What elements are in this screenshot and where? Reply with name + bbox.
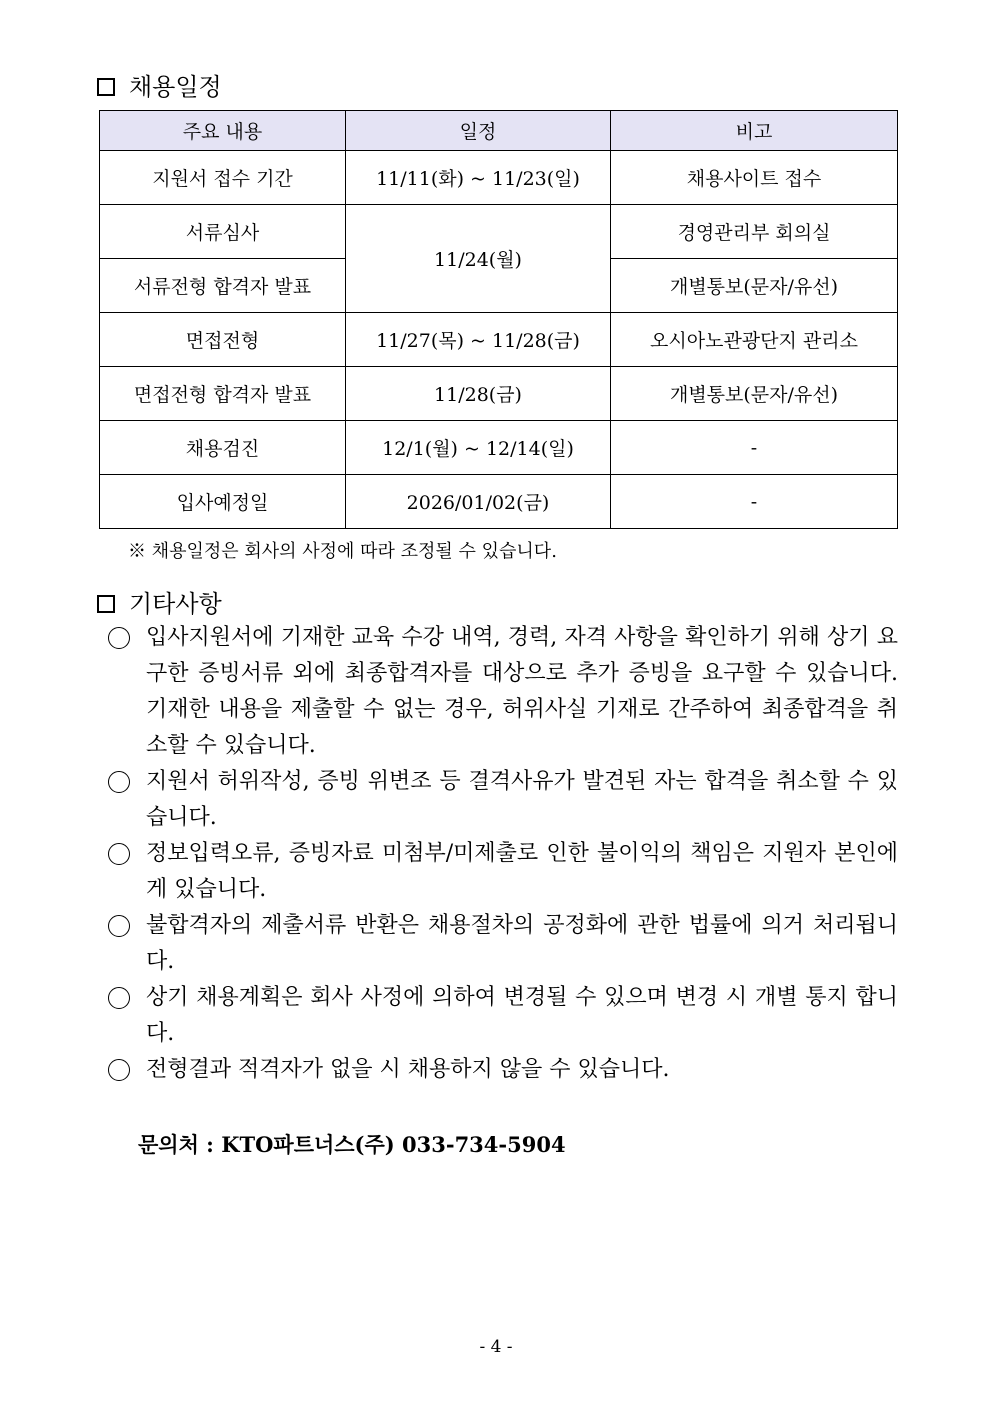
- table-row: [100, 151, 898, 205]
- row-item: 면접전형: [100, 313, 346, 367]
- list-item-text: 정보입력오류, 증빙자료 미첨부/미제출로 인한 불이익의 책임은 지원자 본인에게 있습니다.: [146, 841, 898, 902]
- list-item-text: 상기 채용계획은 회사 사정에 의하여 변경될 수 있으며 변경 시 개별 통지 합니다.: [146, 985, 898, 1046]
- row-item: 면접전형 합격자 발표: [100, 367, 346, 421]
- list-item: [100, 980, 898, 1052]
- table-row: [100, 421, 898, 475]
- row-note: 채용사이트 접수: [611, 151, 898, 205]
- list-item: [100, 908, 898, 980]
- schedule-heading-text: 채용일정: [129, 73, 222, 101]
- list-item: [100, 1052, 898, 1088]
- list-item-text: 입사지원서에 기재한 교육 수강 내역, 경력, 자격 사항을 확인하기 위해 상기 요구한 증빙서류 외에 최종합격자를 대상으로 추가 증빙을 요구할 수 있습니다. 기재한 내용을 제출할 수 없는 경우, 허위사실 기재로 간주하여 최종합격을 취소할 수 있습니다.: [146, 625, 898, 758]
- list-item: [100, 620, 898, 764]
- row-note: 개별통보(문자/유선): [611, 259, 898, 313]
- circle-bullet-icon: [108, 771, 130, 793]
- circle-bullet-icon: [108, 915, 130, 937]
- other-heading-text: 기타사항: [129, 590, 222, 618]
- row-note: 경영관리부 회의실: [611, 205, 898, 259]
- row-date: 12/1(월) ~ 12/14(일): [346, 421, 611, 475]
- circle-bullet-icon: [108, 627, 130, 649]
- table-header-row: [100, 111, 898, 151]
- row-note: -: [611, 421, 898, 475]
- square-bullet-icon: [97, 78, 115, 96]
- square-bullet-icon: [97, 595, 115, 613]
- row-item: 서류전형 합격자 발표: [100, 259, 346, 313]
- row-date: 11/28(금): [346, 367, 611, 421]
- row-item: 지원서 접수 기간: [100, 151, 346, 205]
- list-item: [100, 836, 898, 908]
- schedule-heading: [97, 72, 222, 102]
- table-row: [100, 313, 898, 367]
- row-item: 채용검진: [100, 421, 346, 475]
- list-item-text: 지원서 허위작성, 증빙 위변조 등 결격사유가 발견된 자는 합격을 취소할 수 있습니다.: [146, 769, 898, 830]
- circle-bullet-icon: [108, 843, 130, 865]
- schedule-table: [99, 110, 898, 529]
- row-note: -: [611, 475, 898, 529]
- column-header-item: 주요 내용: [100, 111, 346, 151]
- row-date: 11/11(화) ~ 11/23(일): [346, 151, 611, 205]
- row-date: 11/27(목) ~ 11/28(금): [346, 313, 611, 367]
- list-item-text: 불합격자의 제출서류 반환은 채용절차의 공정화에 관한 법률에 의거 처리됩니다.: [146, 913, 898, 974]
- schedule-footnote: ※ 채용일정은 회사의 사정에 따라 조정될 수 있습니다.: [128, 541, 557, 562]
- row-item: 서류심사: [100, 205, 346, 259]
- list-item: [100, 764, 898, 836]
- contact-info: 문의처 : KTO파트너스(주) 033-734-5904: [138, 1132, 566, 1157]
- column-header-date: 일정: [346, 111, 611, 151]
- list-item-text: 전형결과 적격자가 없을 시 채용하지 않을 수 있습니다.: [146, 1057, 670, 1082]
- row-date: 11/24(월): [346, 205, 611, 313]
- circle-bullet-icon: [108, 987, 130, 1009]
- other-items-list: [100, 620, 898, 1088]
- page-number: - 4 -: [479, 1337, 513, 1357]
- row-note: 개별통보(문자/유선): [611, 367, 898, 421]
- table-row: [100, 475, 898, 529]
- column-header-note: 비고: [611, 111, 898, 151]
- table-row: [100, 367, 898, 421]
- row-note: 오시아노관광단지 관리소: [611, 313, 898, 367]
- other-heading: [97, 589, 222, 619]
- row-item: 입사예정일: [100, 475, 346, 529]
- circle-bullet-icon: [108, 1059, 130, 1081]
- table-row: [100, 205, 898, 259]
- row-date: 2026/01/02(금): [346, 475, 611, 529]
